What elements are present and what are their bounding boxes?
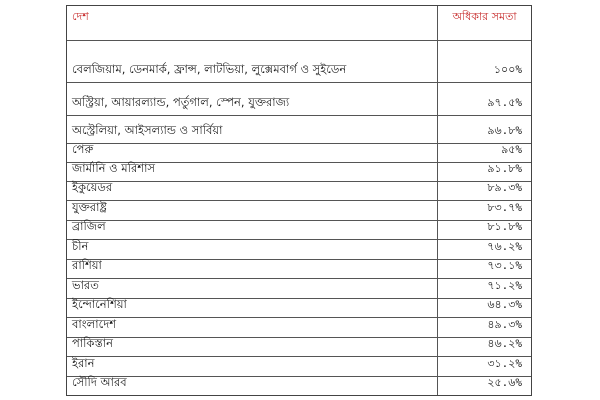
- table-row: [67, 83, 531, 116]
- row-value: ৪৯.৩%: [487, 318, 522, 331]
- row-country: বেলজিয়াম, ডেনমার্ক, ফ্রান্স, লাটভিয়া, লুক্সেমবার্গ ও সুইডেন: [67, 41, 438, 82]
- table-row: [67, 318, 531, 338]
- header-equality: অধিকার সমতা: [452, 10, 517, 23]
- row-country: রাশিয়া: [67, 260, 438, 278]
- row-country: অস্ট্রিয়া, আয়ারল্যান্ড, পর্তুগাল, স্পেন, যুক্তরাজ্য: [67, 83, 438, 115]
- table-row: [67, 299, 531, 318]
- row-country: ইকুয়েডর: [67, 182, 438, 200]
- row-value: ২৫.৬%: [487, 376, 522, 389]
- row-country: পাকিস্তান: [67, 338, 438, 356]
- row-country: ব্রাজিল: [67, 221, 438, 239]
- table-row: [67, 116, 531, 144]
- row-value: ৪৬.২%: [487, 337, 522, 350]
- row-value: ৯৭.৫%: [487, 96, 522, 109]
- table-row: [67, 201, 531, 221]
- table-row: [67, 163, 531, 182]
- row-value: ৮১.৮%: [487, 220, 522, 233]
- row-value: ৮৯.৩%: [487, 181, 522, 194]
- row-value: ৯৫%: [501, 143, 522, 156]
- row-value: ৩১.২%: [487, 357, 522, 370]
- table-header-row: [67, 6, 531, 41]
- table-row: [67, 221, 531, 240]
- table-row: [67, 279, 531, 299]
- row-value: ৭৬.২%: [487, 240, 522, 253]
- row-value: ৯১.৮%: [487, 162, 522, 175]
- table-row: [67, 41, 531, 83]
- row-value: ৭৩.১%: [487, 259, 522, 272]
- row-value: ৯৬.৮%: [487, 124, 522, 137]
- row-country: ইরান: [67, 357, 438, 376]
- row-value: ৭১.২%: [487, 279, 522, 292]
- row-value: ৮৩.৭%: [487, 201, 522, 214]
- table-row: [67, 338, 531, 357]
- row-country: ইন্দোনেশিয়া: [67, 299, 438, 317]
- table-row: [67, 357, 531, 377]
- row-country: পেরু: [67, 144, 438, 162]
- table-row: [67, 240, 531, 260]
- table-row: [67, 260, 531, 279]
- equality-table: [66, 5, 532, 396]
- row-country: ভারত: [67, 279, 438, 298]
- row-country: সৌদি আরব: [67, 377, 438, 395]
- row-country: অস্ট্রেলিয়া, আইসল্যান্ড ও সার্বিয়া: [67, 116, 438, 143]
- row-country: জার্মানি ও মরিশাস: [67, 163, 438, 181]
- header-country: দেশ: [67, 6, 438, 40]
- row-country: চীন: [67, 240, 438, 259]
- table-row: [67, 182, 531, 201]
- row-country: যুক্তরাষ্ট্র: [67, 201, 438, 220]
- row-value: ৬৪.৩%: [487, 298, 522, 311]
- row-value: ১০০%: [493, 63, 522, 76]
- row-country: বাংলাদেশ: [67, 318, 438, 337]
- table-row: [67, 377, 531, 395]
